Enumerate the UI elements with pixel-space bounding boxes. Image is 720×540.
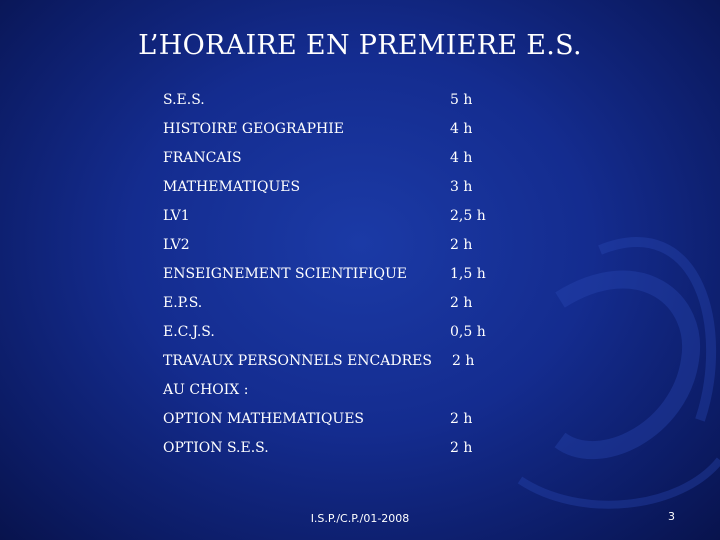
subject-label: OPTION MATHEMATIQUES: [163, 411, 365, 427]
slide-title: L’HORAIRE EN PREMIERE E.S.: [138, 30, 582, 61]
hours-value: 2 h: [450, 440, 473, 456]
schedule-row: [163, 295, 583, 324]
slide-footer: I.S.P./C.P./01-2008: [310, 512, 410, 525]
hours-value: 5 h: [450, 92, 473, 108]
schedule-row: [163, 353, 583, 382]
hours-value: 1,5 h: [450, 266, 486, 282]
hours-value: 2,5 h: [450, 208, 486, 224]
schedule-row: [163, 179, 583, 208]
hours-value: 3 h: [450, 179, 473, 195]
subject-label: E.C.J.S.: [163, 324, 215, 340]
schedule-list: [163, 92, 583, 469]
hours-value: 4 h: [450, 121, 473, 137]
hours-value: 0,5 h: [450, 324, 486, 340]
hours-value: 2 h: [450, 411, 473, 427]
schedule-row: [163, 237, 583, 266]
page-number: 3: [668, 510, 675, 523]
subject-label: S.E.S.: [163, 92, 205, 108]
schedule-row: [163, 266, 583, 295]
schedule-row: [163, 382, 583, 411]
subject-label: LV1: [163, 208, 190, 224]
schedule-row: [163, 150, 583, 179]
hours-value: 4 h: [450, 150, 473, 166]
hours-value: 2 h: [450, 295, 473, 311]
subject-label: TRAVAUX PERSONNELS ENCADRES: [163, 353, 432, 369]
subject-label: OPTION S.E.S.: [163, 440, 269, 456]
schedule-row: [163, 92, 583, 121]
hours-value: 2 h: [452, 353, 475, 369]
schedule-row: [163, 121, 583, 150]
schedule-row: [163, 411, 583, 440]
schedule-row: [163, 440, 583, 469]
subject-label: HISTOIRE GEOGRAPHIE: [163, 121, 344, 137]
subject-label: E.P.S.: [163, 295, 203, 311]
subject-label: AU CHOIX :: [163, 382, 249, 398]
hours-value: 2 h: [450, 237, 473, 253]
subject-label: FRANCAIS: [163, 150, 242, 166]
schedule-row: [163, 324, 583, 353]
subject-label: LV2: [163, 237, 190, 253]
subject-label: MATHEMATIQUES: [163, 179, 301, 195]
schedule-row: [163, 208, 583, 237]
subject-label: ENSEIGNEMENT SCIENTIFIQUE: [163, 266, 407, 282]
